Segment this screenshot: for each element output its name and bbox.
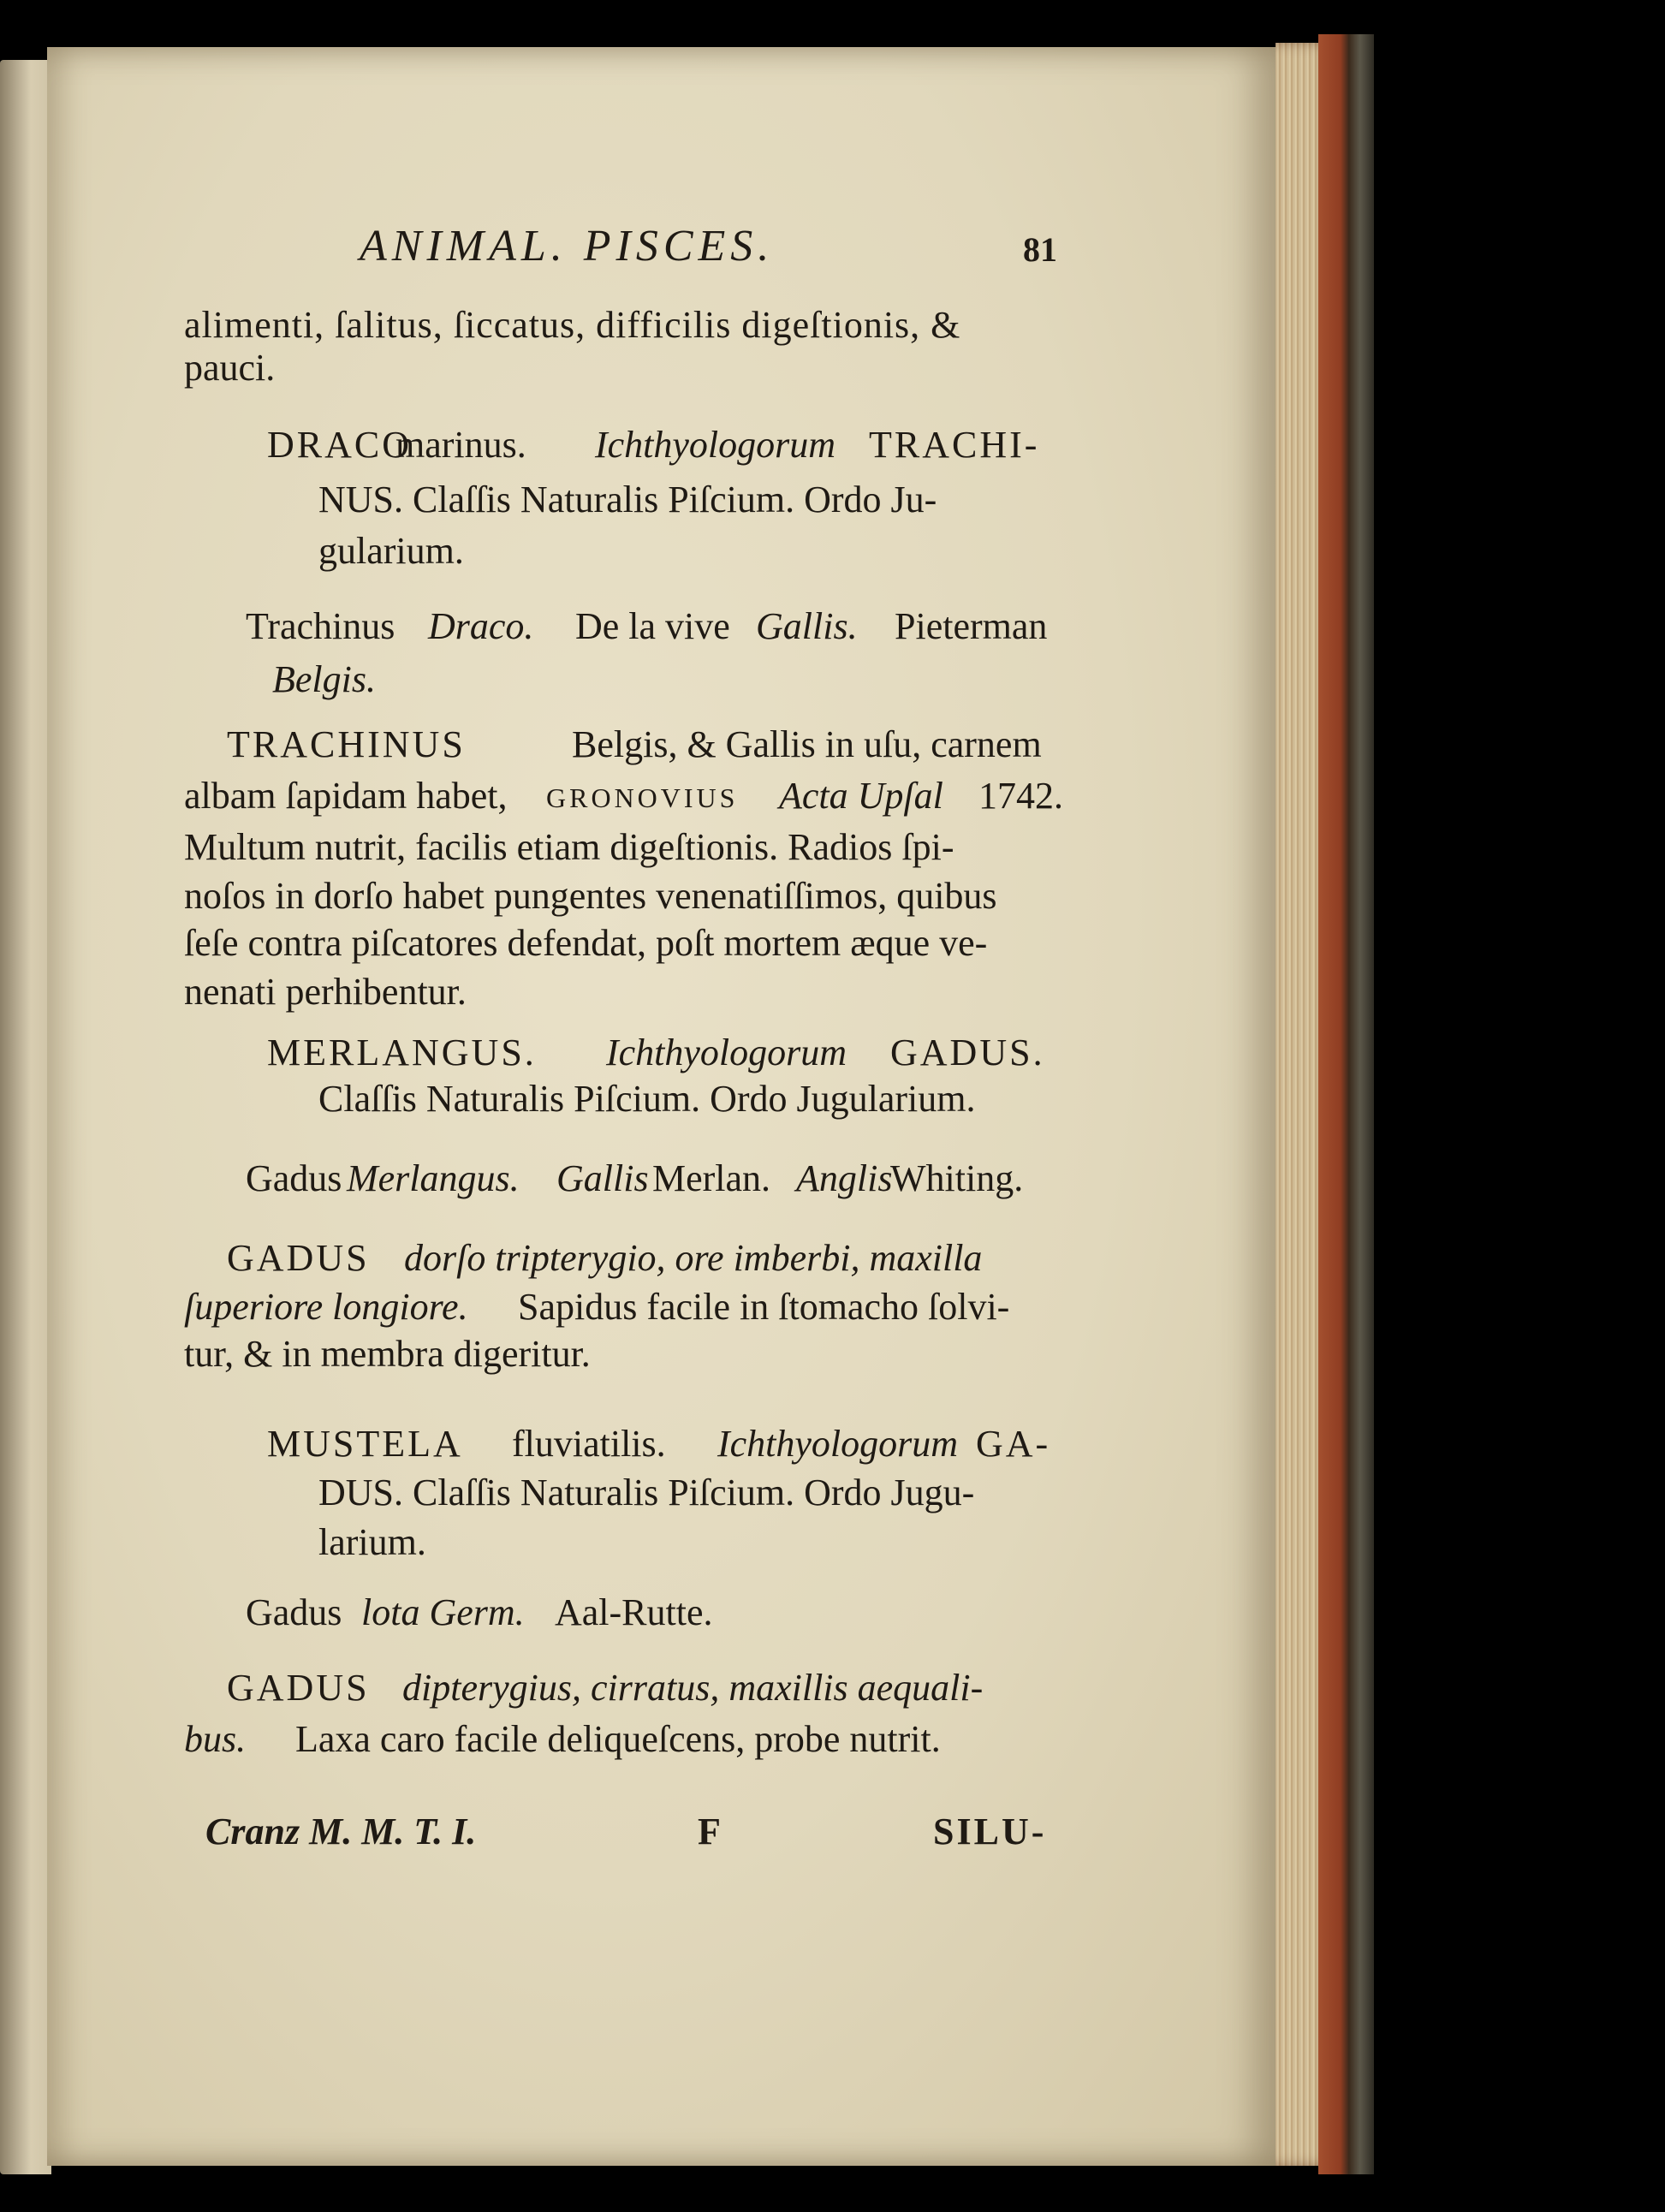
text-line: Merlan. [652, 1157, 771, 1199]
text-line: tur, & in membra digeritur. [184, 1333, 591, 1375]
entry-head: DRACO [267, 424, 413, 466]
catchword: SILU- [933, 1811, 1047, 1852]
text-line: Trachinus [246, 605, 395, 647]
text-line: alimenti, ſalitus, ſiccatus, difficilis digeſtionis, & [184, 304, 961, 346]
text-line: lota Germ. [361, 1591, 525, 1633]
text-line: dipterygius, cirratus, maxillis aequali- [402, 1667, 984, 1709]
text-line: NUS. Claſſis Naturalis Piſcium. Ordo Ju- [318, 479, 937, 520]
author-name: GRONOVIUS [546, 782, 739, 813]
text-line: Multum nutrit, facilis etiam digeſtionis. Radios ſpi- [184, 826, 954, 868]
text-line: Whiting. [890, 1157, 1024, 1199]
text-line: fluviatilis. [512, 1423, 666, 1465]
entry-head: MERLANGUS. [267, 1032, 537, 1073]
text-line: noſos in dorſo habet pungentes venenatiſſimos, quibus [184, 875, 997, 917]
running-header: ANIMAL. PISCES. [360, 222, 775, 271]
text-line: albam ſapidam habet, [184, 775, 508, 817]
text-line: Laxa caro facile deliqueſcens, probe nutrit. [295, 1718, 941, 1760]
text-line: Gadus [246, 1157, 342, 1199]
text-line: pauci. [184, 347, 276, 389]
text-line: Pieterman [895, 605, 1048, 647]
text-line: larium. [318, 1521, 426, 1563]
text-line: TRACHI- [869, 424, 1040, 466]
text-line: Acta Upſal [779, 775, 943, 817]
text-line: Anglis [796, 1157, 893, 1199]
text-line: gularium. [318, 530, 464, 572]
text-line: marinus. [395, 424, 526, 466]
entry-head: GADUS [227, 1667, 370, 1709]
printer-signature: Cranz M. M. T. I. [205, 1811, 477, 1852]
text-line: Gallis. [756, 605, 858, 647]
text-line: Sapidus facile in ſtomacho ſolvi- [518, 1286, 1010, 1328]
text-line: GA- [976, 1423, 1051, 1465]
page-number: 81 [1023, 230, 1057, 269]
text-line: nenati perhibentur. [184, 971, 467, 1013]
text-line: 1742. [978, 775, 1063, 817]
text-line: bus. [184, 1718, 247, 1760]
text-line: Aal-Rutte. [555, 1591, 713, 1633]
text-line: De la vive [575, 605, 730, 647]
text-line: Gallis [556, 1157, 649, 1199]
text-line: DUS. Claſſis Naturalis Piſcium. Ordo Jugu- [318, 1472, 975, 1513]
text-line: Belgis. [272, 658, 376, 700]
entry-head: MUSTELA [267, 1423, 463, 1465]
text-line: dorſo tripterygio, ore imberbi, maxilla [404, 1237, 983, 1279]
text-line: Ichthyologorum [717, 1423, 959, 1465]
entry-head: TRACHINUS [227, 723, 466, 765]
text-line: Merlangus. [347, 1157, 520, 1199]
text-line: Draco. [428, 605, 534, 647]
text-line: ſeſe contra piſcatores defendat, poſt mortem æque ve- [184, 922, 988, 964]
text-line: Ichthyologorum [606, 1032, 847, 1073]
text-line: Ichthyologorum [595, 424, 836, 466]
text-line: Claſſis Naturalis Piſcium. Ordo Jugularium. [318, 1078, 976, 1120]
text-line: Belgis, & Gallis in uſu, carnem [572, 723, 1042, 765]
text-line: GADUS. [890, 1032, 1045, 1073]
entry-head: GADUS [227, 1237, 370, 1279]
text-line: Gadus [246, 1591, 342, 1633]
signature-mark: F [698, 1811, 721, 1852]
text-line: ſuperiore longiore. [184, 1286, 468, 1328]
